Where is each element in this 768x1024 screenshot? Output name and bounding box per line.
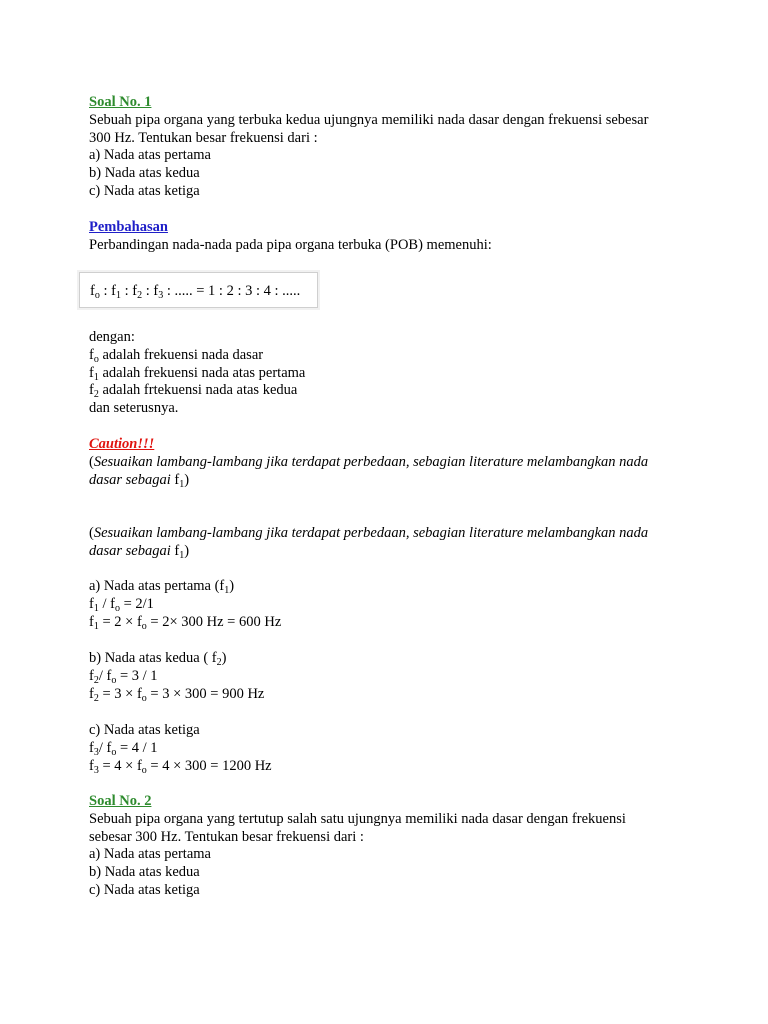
solution-b xyxy=(89,650,689,703)
soal-1-option-c: c) Nada atas ketiga xyxy=(89,182,200,199)
dan-seterusnya: dan seterusnya. xyxy=(89,400,179,417)
definition-f2: $f_2$ adalah frtekuensi nada atas kedua xyxy=(89,382,298,401)
soal-2-text-line-1: Sebuah pipa organa yang tertutup salah satu ujungnya memiliki nada dasar dengan frekuensi xyxy=(89,810,626,827)
solution-a-ratio: $f_1 / f_o = 2/1$ xyxy=(89,595,154,614)
solution-a-title: a) Nada atas pertama $(f_1)$ xyxy=(89,578,235,596)
solution-c xyxy=(89,722,689,775)
formula-box xyxy=(79,272,318,308)
solution-b-title: b) Nada atas kedua ( $f_2$) xyxy=(89,650,227,668)
caution-note-repeat xyxy=(89,525,689,561)
definitions xyxy=(89,329,689,418)
soal-1-section xyxy=(89,94,689,201)
solution-b-result: $f_2 = 3 \times f_o = 3 \times 300 = 900$ Hz xyxy=(89,685,265,704)
formula-ratio: $f_o$ : $f_1$ : $f_2$ : $f_3$ : ..... = 1 : 2 : 3 : 4 : ..... xyxy=(90,283,301,301)
solution-c-ratio: $f_3/$ $f_o = 4 / 1$ xyxy=(89,739,158,758)
pembahasan-section xyxy=(89,219,689,255)
definition-fo: $f_o$ adalah frekuensi nada dasar xyxy=(89,346,264,365)
soal-2-heading: Soal No. 2 xyxy=(89,793,152,809)
definition-f1: $f_1$ adalah frekuensi nada atas pertama xyxy=(89,364,306,383)
soal-1-text-line-2: 300 Hz. Tentukan besar frekuensi dari : xyxy=(89,129,318,146)
soal-2-text-line-2: sebesar 300 Hz. Tentukan besar frekuensi dari : xyxy=(89,828,364,845)
pembahasan-heading: Pembahasan xyxy=(89,219,168,235)
caution-note-line-2: dasar sebagai $f_1$) xyxy=(89,471,190,490)
caution-note-repeat-line-1: (Sesuaikan lambang-lambang jika terdapat perbedaan, sebagian literature melambangkan nada xyxy=(89,525,649,541)
caution-note-repeat-line-2: dasar sebagai $f_1$) xyxy=(89,542,190,561)
solution-a xyxy=(89,578,689,631)
soal-1-heading: Soal No. 1 xyxy=(89,94,152,110)
caution-section xyxy=(89,436,689,489)
soal-2-option-a: a) Nada atas pertama xyxy=(89,846,211,863)
pembahasan-intro: Perbandingan nada-nada pada pipa organa terbuka (POB) memenuhi: xyxy=(89,236,492,253)
soal-2-section xyxy=(89,793,689,900)
solution-c-result: $f_3 = 4 \times f_o = 4 \times 300 = 1200$ Hz xyxy=(89,757,272,776)
soal-1-text-line-1: Sebuah pipa organa yang terbuka kedua ujungnya memiliki nada dasar dengan frekuensi sebesar xyxy=(89,111,649,128)
dengan-label: dengan: xyxy=(89,329,135,345)
solution-c-title: c) Nada atas ketiga xyxy=(89,722,200,738)
soal-1-option-b: b) Nada atas kedua xyxy=(89,165,200,182)
caution-heading: Caution!!! xyxy=(89,436,155,452)
soal-2-option-c: c) Nada atas ketiga xyxy=(89,881,200,898)
caution-note-line-1: (Sesuaikan lambang-lambang jika terdapat perbedaan, sebagian literature melambangkan nada xyxy=(89,453,649,470)
solution-a-result: $f_1 = 2 \times f_o = 2\times 300$ Hz = 600 Hz xyxy=(89,613,282,632)
soal-2-option-b: b) Nada atas kedua xyxy=(89,864,200,881)
solution-b-ratio: $f_2/$ $f_o = 3 / 1$ xyxy=(89,667,158,686)
soal-1-option-a: a) Nada atas pertama xyxy=(89,147,211,164)
